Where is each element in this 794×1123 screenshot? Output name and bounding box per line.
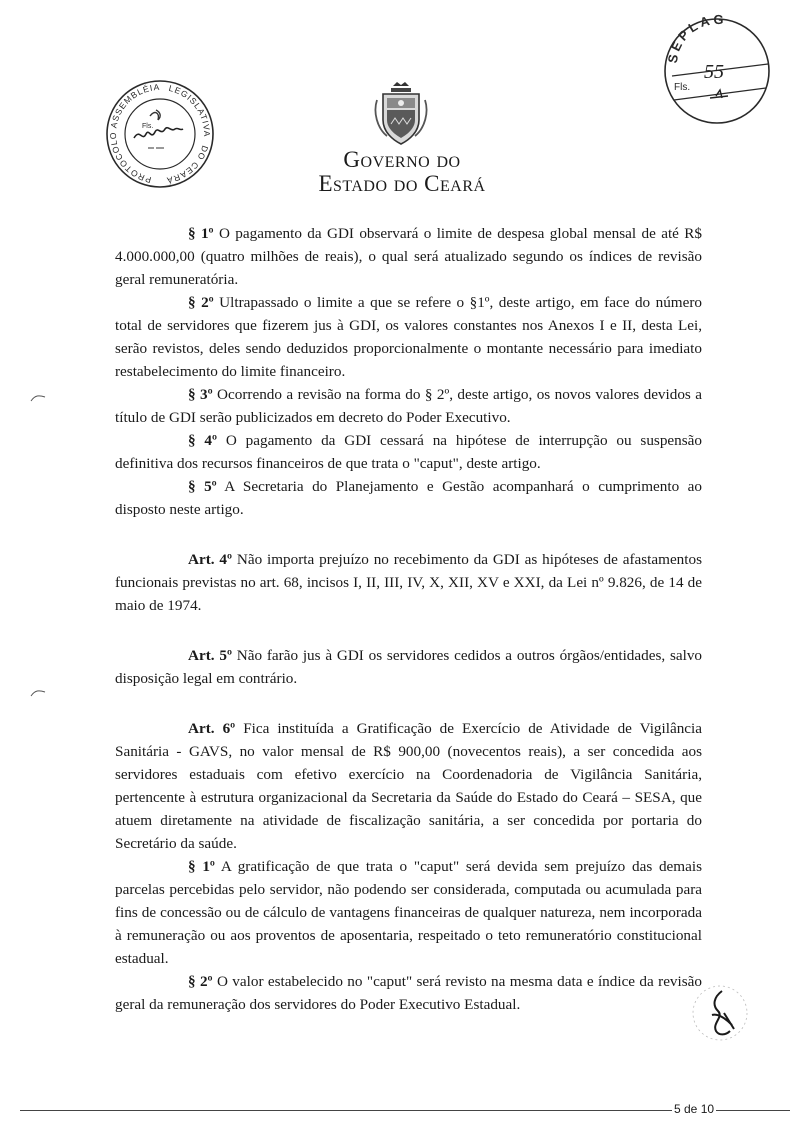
article-6-paragraph-2 [115, 970, 702, 1016]
document-body [115, 222, 702, 1016]
stamp-fls-label: Fls. [142, 123, 154, 130]
ceara-coat-of-arms [373, 80, 429, 146]
paragraph-text: Ultrapassado o limite a que se refere o §1º, deste artigo, em face do número total de servidores que fizerem jus à GDI, os valores constantes nos Anexos I e II, desta Lei, serão revistos, deles sendo deduzidos proporcionalmente o montante necessário para imediato restabelecimento do limite financeiro. [115, 294, 702, 380]
article-4 [115, 548, 702, 617]
paragraph-4 [115, 429, 702, 475]
svg-text:SEPLAG [665, 14, 727, 64]
government-header [270, 148, 534, 196]
paragraph-lead: § 1º [188, 225, 214, 242]
article-text: Não importa prejuízo no recebimento da GDI as hipóteses de afastamentos funcionais previstas no art. 68, incisos I, II, III, IV, X, XII, XV e XXI, da Lei nº 9.826, de 14 de maio de 1974. [115, 551, 703, 614]
paragraph-text: O pagamento da GDI cessará na hipótese de interrupção ou suspensão definitiva dos recursos financeiros de que trata o "caput", deste artigo. [115, 432, 703, 472]
stamp-ring-right: DO CEARÁ [165, 144, 211, 186]
article-lead: Art. 5º [188, 647, 232, 664]
seplag-ring-text: SEPLAG [664, 14, 727, 65]
paragraph-1 [115, 222, 702, 291]
paragraph-lead: § 4º [188, 432, 218, 449]
paragraph-text: A gratificação de que trata o "caput" será devida sem prejuízo das demais parcelas percebidas pelo servidor, não podendo ser considerada, computada ou acumulada para fins de concessão ou de cálculo de vantagens financeiras de qualquer natureza, nem incorporada à remuneração ou aos proventos de aposentaria, respeitado o teto remuneratório constitucional estadual. [115, 858, 702, 967]
paragraph-lead: § 2º [188, 294, 214, 311]
paragraph-2 [115, 291, 702, 383]
stamp-ring-bottom: PROTOCOLO [107, 131, 153, 186]
paragraph-3 [115, 383, 702, 429]
page-counter: 5 de 10 [674, 1102, 715, 1116]
paragraph-lead: § 3º [188, 386, 213, 403]
paragraph-text: O valor estabelecido no "caput" será revisto na mesma data e índice da revisão geral da remuneração dos servidores do Poder Executivo Estadual. [115, 973, 702, 1013]
stamp-ring-left: ASSEMBLÉIA [108, 81, 161, 129]
paragraph-lead: § 2º [188, 973, 213, 990]
header-line-1: Governo do [343, 147, 461, 172]
paragraph-5 [115, 475, 702, 521]
seplag-page-stamp [660, 14, 774, 128]
rubric-signature [686, 983, 756, 1045]
header-line-2: Estado do Ceará [318, 171, 486, 196]
stamp-ring-top: LEGISLATIVA [167, 82, 213, 138]
article-lead: Art. 6º [188, 720, 236, 737]
margin-mark [30, 688, 46, 698]
margin-mark [30, 393, 46, 403]
seplag-fls-label: Fls. [674, 82, 691, 93]
paragraph-lead: § 5º [188, 478, 217, 495]
article-6-paragraph-1 [115, 855, 702, 970]
stamp-handwritten-number [150, 110, 160, 120]
paragraph-text: A Secretaria do Planejamento e Gestão acompanhará o cumprimento ao disposto neste artigo. [115, 478, 702, 518]
article-text: Fica instituída a Gratificação de Exercício de Atividade de Vigilância Sanitária - GAVS, no valor mensal de R$ 900,00 (novecentos reais), a ser concedida aos servidores estaduais com efetivo exercício na Coordenadoria de Vigilância Sanitária, pertencente à estrutura organizacional da Secretaria da Saúde do Estado do Ceará – SESA, que atuem diretamente na atividade de fiscalização sanitária, a ser concedida por portaria do Secretário da saúde. [115, 720, 702, 852]
article-6 [115, 717, 702, 855]
paragraph-text: O pagamento da GDI observará o limite de despesa global mensal de até R$ 4.000.000,00 (quatro milhões de reais), o qual será atualizado segundo os índices de revisão geral remuneratória. [115, 225, 702, 288]
article-lead: Art. 4º [188, 551, 233, 568]
article-text: Não farão jus à GDI os servidores cedidos a outros órgãos/entidades, salvo disposição legal em contrário. [115, 647, 703, 687]
article-5 [115, 644, 702, 690]
paragraph-lead: § 1º [188, 858, 215, 875]
seplag-page-number: 55 [704, 61, 724, 83]
assembly-protocol-stamp [104, 78, 216, 190]
paragraph-text: Ocorrendo a revisão na forma do § 2º, deste artigo, os novos valores devidos a título de GDI serão publicizados em decreto do Poder Executivo. [115, 386, 703, 426]
